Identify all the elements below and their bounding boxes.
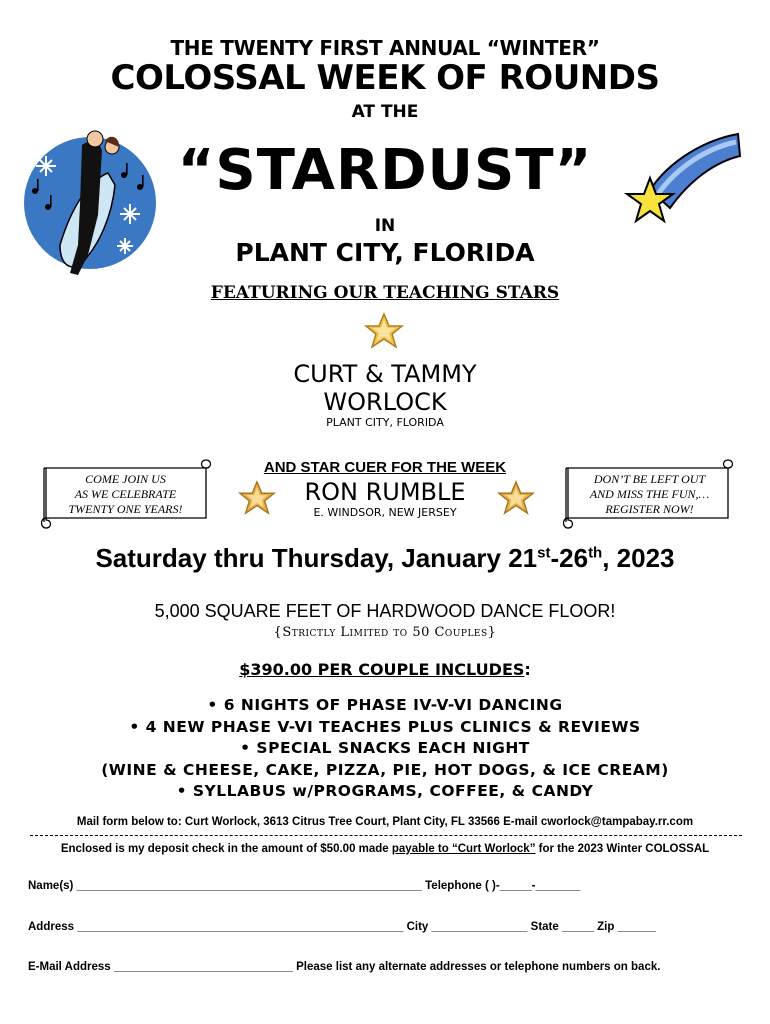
includes-list bbox=[0, 695, 770, 803]
event-dates bbox=[0, 543, 770, 574]
event-title-main: COLOSSAL WEEK OF ROUNDS bbox=[110, 58, 660, 98]
scroll-left-line3: TWENTY ONE YEARS! bbox=[68, 502, 183, 516]
scroll-right-line3: REGISTER NOW! bbox=[605, 502, 694, 516]
venue-location: PLANT CITY, FLORIDA bbox=[235, 238, 535, 267]
list-item: • 4 NEW PHASE V-VI TEACHES PLUS CLINICS & REVIEWS bbox=[129, 717, 641, 736]
dates-suffix: , 2023 bbox=[602, 543, 675, 573]
deposit-payable: payable to “Curt Worlock” bbox=[391, 843, 536, 855]
dates-sup2: th bbox=[588, 544, 603, 562]
address-field-line[interactable]: Address ___________________________________________________ City _______________ State _____ Zip ______ bbox=[28, 921, 656, 933]
cuer-city: E. WINDSOR, NEW JERSEY bbox=[313, 506, 457, 519]
star-icon-left bbox=[238, 480, 276, 516]
event-title-at: AT THE bbox=[351, 102, 419, 122]
price-heading bbox=[0, 660, 770, 679]
email-field-line[interactable]: E-Mail Address ____________________________ Please list any alternate addresses or telephone numbers on back. bbox=[28, 961, 661, 973]
deposit-post: for the 2023 Winter COLOSSAL bbox=[535, 843, 710, 855]
deposit-pre: Enclosed is my deposit check in the amount of $50.00 made bbox=[60, 843, 392, 855]
floor-limit: {Strictly Limited to 50 Couples} bbox=[273, 625, 497, 640]
teacher-names-line2: WORLOCK bbox=[323, 388, 447, 416]
dancing-couple-icon bbox=[20, 125, 160, 280]
price-heading-colon: : bbox=[524, 660, 531, 679]
list-item: • SPECIAL SNACKS EACH NIGHT bbox=[240, 739, 530, 757]
teacher-names-line1: CURT & TAMMY bbox=[293, 360, 477, 388]
dates-prefix: Saturday thru Thursday, January 21 bbox=[95, 543, 538, 573]
dates-mid: -26 bbox=[550, 543, 589, 573]
names-field-line[interactable]: Name(s) ______________________________________________________ Telephone ( )-_____-_______ bbox=[28, 880, 581, 892]
star-icon-right bbox=[497, 480, 535, 516]
price-heading-text: $390.00 PER COUPLE INCLUDES bbox=[239, 660, 525, 679]
shooting-star-icon bbox=[620, 130, 745, 240]
teacher-city: PLANT CITY, FLORIDA bbox=[326, 416, 444, 429]
scroll-left-line2: AS WE CELEBRATE bbox=[74, 487, 177, 501]
list-item: (WINE & CHEESE, CAKE, PIZZA, PIE, HOT DOGS, & ICE CREAM) bbox=[101, 760, 669, 779]
featuring-heading: FEATURING OUR TEACHING STARS bbox=[210, 283, 560, 303]
floor-line: 5,000 SQUARE FEET OF HARDWOOD DANCE FLOOR! bbox=[154, 601, 616, 621]
scroll-right-line1: DON’T BE LEFT OUT bbox=[593, 472, 706, 486]
event-title-line1: THE TWENTY FIRST ANNUAL “WINTER” bbox=[170, 36, 600, 60]
star-icon bbox=[364, 312, 404, 350]
deposit-line bbox=[0, 843, 770, 855]
list-item: • 6 NIGHTS OF PHASE IV-V-VI DANCING bbox=[207, 696, 563, 714]
scroll-right-line2: AND MISS THE FUN,… bbox=[589, 487, 710, 501]
cuer-name: RON RUMBLE bbox=[304, 478, 466, 506]
form-divider bbox=[30, 835, 742, 836]
list-item: • SYLLABUS w/PROGRAMS, COFFEE, & CANDY bbox=[176, 782, 594, 800]
mail-instructions: Mail form below to: Curt Worlock, 3613 Citrus Tree Court, Plant City, FL 33566 E-mail cworlock@tampabay.rr.com bbox=[76, 816, 694, 828]
dates-sup1: st bbox=[537, 544, 551, 562]
scroll-left-line1: COME JOIN US bbox=[85, 472, 166, 486]
venue-in: IN bbox=[374, 216, 396, 236]
cuer-heading: AND STAR CUER FOR THE WEEK bbox=[263, 459, 507, 476]
venue-name: “STARDUST” bbox=[177, 138, 593, 203]
